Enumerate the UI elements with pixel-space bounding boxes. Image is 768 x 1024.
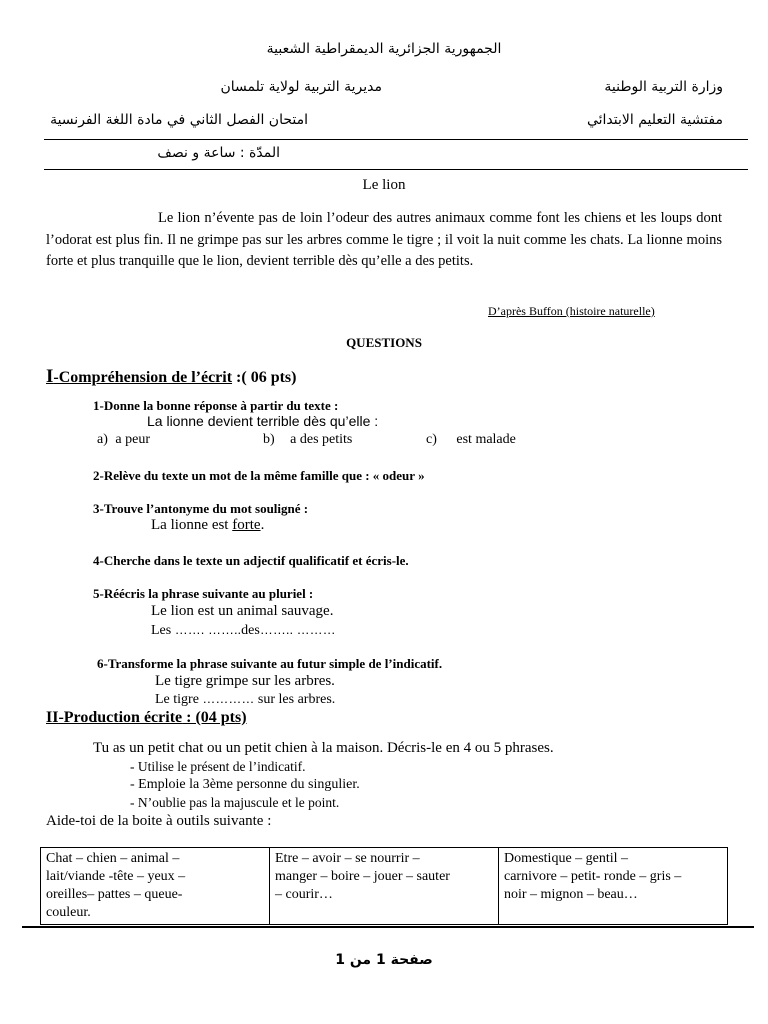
section1-numeral: I xyxy=(46,366,54,387)
q1-label: 1-Donne la bonne réponse à partir du texte : xyxy=(93,398,339,413)
q1-c-letter: c) xyxy=(426,432,437,447)
text-paragraph: Le lion n’évente pas de loin l’odeur des autres animaux comme font les chiens et les loups dont l’odorat est plus fin. Il ne grimpe pas sur les arbres comme le tigre ; il voit la nuit comme les chats. La lionne moins forte et plus tranquille que le lion, devient terrible dès qu’elle a des petits. xyxy=(46,210,722,269)
footer-page-number: صفحة 1 من 1 xyxy=(335,952,433,968)
header-divider-bottom xyxy=(44,169,748,170)
section2-numeral: II xyxy=(46,709,59,726)
section1-title: -Compréhension de l’écrit xyxy=(53,369,233,386)
header-ministry: وزارة التربية الوطنية xyxy=(604,79,723,95)
q6-answer-line xyxy=(155,691,335,708)
q5-label: 5-Réécris la phrase suivante au pluriel : xyxy=(93,586,314,601)
section2-title: -Production écrite xyxy=(58,709,183,726)
q6-blank-1: Le tigre xyxy=(155,692,199,707)
q6-sentence: Le tigre grimpe sur les arbres. xyxy=(155,673,335,689)
q5-blank-3: des xyxy=(241,623,260,638)
toolbox-adjectives-cell xyxy=(499,848,728,925)
toolbox-row xyxy=(41,848,728,925)
toolbox-adjectives-line: carnivore – petit- ronde – gris – xyxy=(504,869,682,884)
section1-heading xyxy=(46,366,296,388)
q3-sentence-start: La lionne est xyxy=(151,517,233,533)
header-exam: امتحان الفصل الثاني في مادة اللغة الفرنسية xyxy=(50,112,308,128)
toolbox-nouns-line: couleur. xyxy=(46,905,91,920)
header-inspection: مفتشية التعليم الابتدائي xyxy=(586,112,723,128)
q3-label: 3-Trouve l’antonyme du mot souligné : xyxy=(93,501,309,516)
toolbox-verbs-line: manger – boire – jouer – sauter xyxy=(275,869,450,884)
section2-points: : (04 pts) xyxy=(182,709,247,726)
q6-label: 6-Transforme la phrase suivante au futur simple de l’indicatif. xyxy=(97,656,443,671)
q1-option-a xyxy=(97,432,150,448)
toolbox-verbs-line: Etre – avoir – se nourrir – xyxy=(275,851,420,866)
q5-blank-1: Les xyxy=(151,623,172,638)
q3-underlined-word: forte xyxy=(232,517,261,533)
q6-blank-3: sur les arbres. xyxy=(257,692,336,707)
q6-blank-2: ………… xyxy=(202,691,255,706)
toolbox-adjectives-line: Domestique – gentil – xyxy=(504,851,629,866)
toolbox-verbs-line: – courir… xyxy=(275,887,333,902)
toolbox-nouns-cell xyxy=(41,848,270,925)
toolbox-intro: Aide-toi de la boite à outils suivante : xyxy=(46,813,272,829)
toolbox-table xyxy=(40,847,728,925)
toolbox-verbs-cell xyxy=(270,848,499,925)
text-title: Le lion xyxy=(362,177,406,193)
text-source: D’après Buffon (histoire naturelle) xyxy=(488,304,655,318)
toolbox-nouns-line: oreilles– pattes – queue- xyxy=(46,887,183,902)
toolbox-adjectives-line: noir – mignon – beau… xyxy=(504,887,638,902)
q3-sentence xyxy=(151,517,264,534)
header-republic: الجمهورية الجزائرية الديمقراطية الشعبية xyxy=(266,41,502,57)
header-divider-top xyxy=(44,139,748,140)
toolbox-nouns-line: Chat – chien – animal – xyxy=(46,851,180,866)
q5-sentence: Le lion est un animal sauvage. xyxy=(151,603,334,619)
header-directorate: مديرية التربية لولاية تلمسان xyxy=(220,79,382,95)
q2-label: 2-Relève du texte un mot de la même famille que : « odeur » xyxy=(93,468,425,483)
footer-divider xyxy=(22,926,754,928)
q5-blank-4: …….. ……… xyxy=(259,622,336,637)
q1-a-letter: a) xyxy=(97,432,108,447)
q5-blank-2: ……. …….. xyxy=(174,622,242,637)
section2-hint-1: - Utilise le présent de l’indicatif. xyxy=(130,759,306,774)
q1-b-letter: b) xyxy=(263,432,275,447)
section2-hint-3: - N’oublie pas la majuscule et le point. xyxy=(130,795,340,810)
q5-answer-line xyxy=(151,622,336,639)
section2-heading xyxy=(46,709,247,727)
toolbox-nouns-line: lait/viande -tête – yeux – xyxy=(46,869,186,884)
q1-c-text: est malade xyxy=(456,432,516,447)
q1-stem: La lionne devient terrible dès qu’elle : xyxy=(147,413,379,429)
q3-sentence-end: . xyxy=(260,517,265,533)
q1-a-text: a peur xyxy=(115,432,150,447)
q1-option-c xyxy=(426,432,516,448)
q1-option-b xyxy=(263,432,352,448)
q1-b-text: a des petits xyxy=(290,432,353,447)
section1-points: :( 06 pts) xyxy=(232,369,297,386)
section2-hint-2: - Emploie la 3ème personne du singulier. xyxy=(130,777,360,792)
q4-label: 4-Cherche dans le texte un adjectif qualificatif et écris-le. xyxy=(93,553,409,568)
header-duration: المدّة : ساعة و نصف xyxy=(157,145,280,161)
section2-prompt: Tu as un petit chat ou un petit chien à la maison. Décris-le en 4 ou 5 phrases. xyxy=(93,740,554,756)
questions-title: QUESTIONS xyxy=(346,335,422,350)
